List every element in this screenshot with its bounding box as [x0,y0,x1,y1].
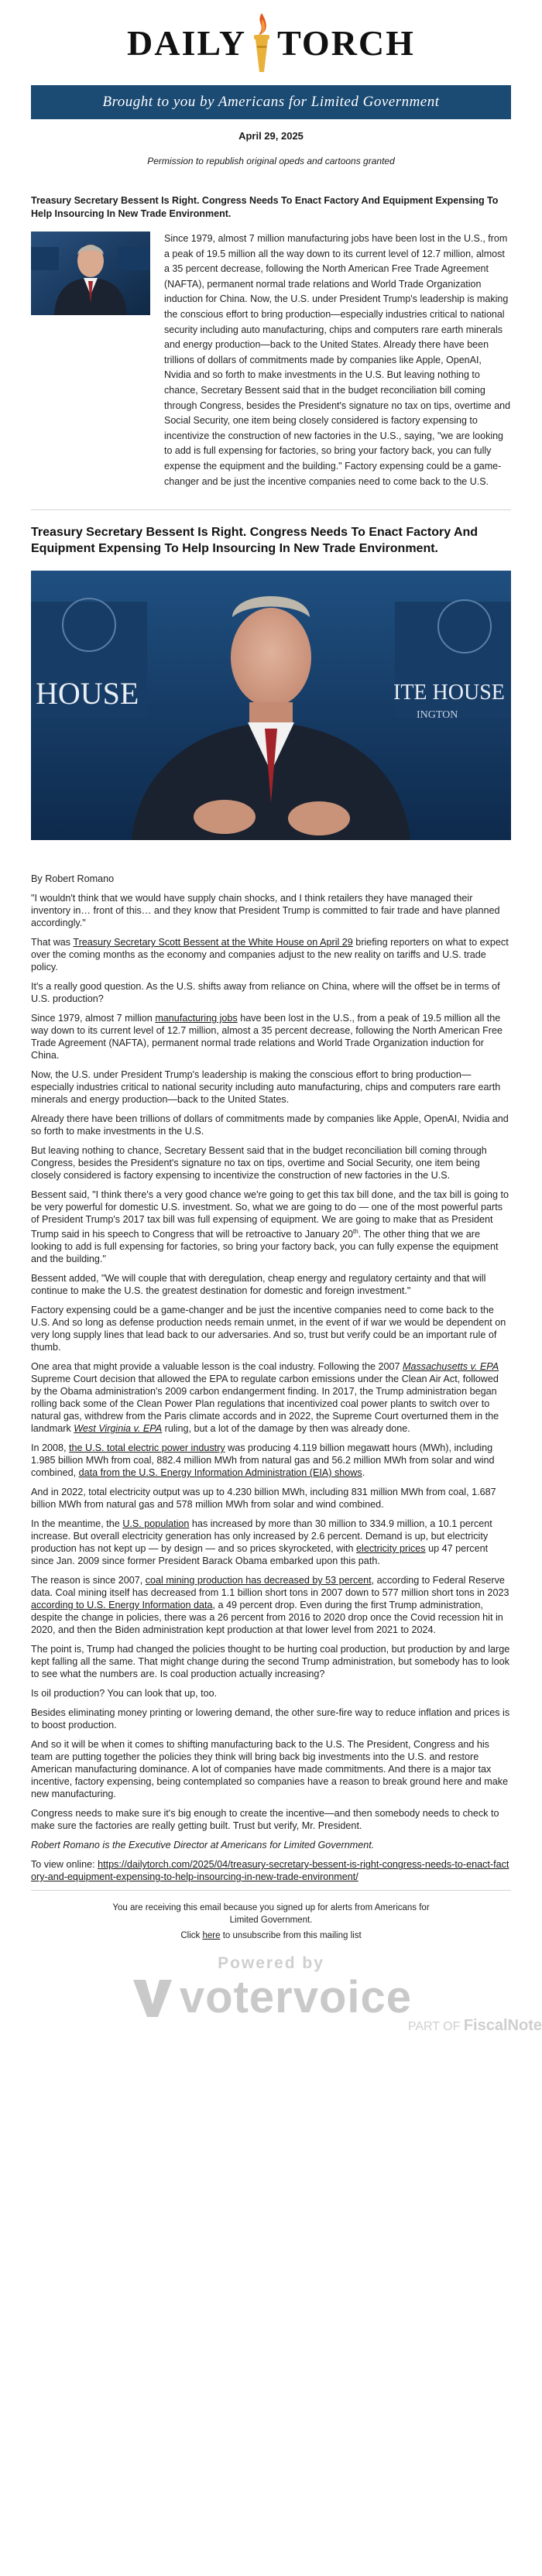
brand-daily: DAILY [127,22,247,63]
paragraph: But leaving nothing to chance, Secretary Bessent said that in the budget reconciliation bill coming through Congress, besides the President's signature no tax on tips, overtime and Social Security, one item being closely considered is factory expensing to incentivize the construction of new factories in the U.S. [31,1145,487,1182]
paragraph: Already there have been trillions of dollars of commitments made by companies like Apple, OpenAI, Nvidia and so forth to make investments in the U.S. [31,1113,509,1137]
votervoice-logo[interactable] [0,1954,542,2035]
votervoice-v-icon [130,1975,175,2020]
paragraph: Factory expensing could be a game-changer and be just the incentive companies need to come back to the U.S. And so long as defense production needs remain unmet, in the event of if war we would be dependent on very long supply lines that lead back to our adversaries. And so, trust but verify could be an important rule of thumb. [31,1305,506,1353]
section-divider [31,509,511,510]
link-energy-information-data[interactable]: according to U.S. Energy Information data [31,1600,213,1611]
article-title: Treasury Secretary Bessent Is Right. Congress Needs To Enact Factory And Equipment Expensing To Help Insourcing In New Trade Environment. [31,526,479,556]
link-us-population[interactable]: U.S. population [122,1518,190,1530]
link-manufacturing-jobs[interactable]: manufacturing jobs [155,1013,238,1024]
unsubscribe-link[interactable]: here [202,1931,221,1941]
unsubscribe-line: Click here to unsubscribe from this mailing list [180,1931,362,1941]
paragraph: And in 2022, total electricity output was up to 4.230 billion MWh, including 831 million MWh from coal, 1.687 billion MWh from natural gas and 578 million MWh from solar and wind combined. [31,1487,496,1511]
link-massachusetts-v-epa[interactable]: Massachusetts v. EPA [403,1361,499,1373]
paragraph: That was Treasury Secretary Scott Bessent at the White House on April 29 briefing reporters on what to expect over the coming months as the economy and companies adjust to the new reality on tariffs and U.S. trade policy. [31,937,509,973]
hero-sign-small: INGTON [417,709,458,722]
paragraph: In the meantime, the U.S. population has increased by more than 30 million to 334.9 million, a 10.1 percent increase. But overall electricity generation has only increased by 2.6 percent. Demand is up, but electricity production has not kept up — by design — and so prices skyrocketed, with electricity prices up 47 percent since Jan. 2009 since former President Barack Obama embarked upon this path. [31,1518,492,1567]
link-electric-power-industry[interactable]: the U.S. total electric power industry [69,1442,225,1454]
paragraph: Bessent said, "I think there's a very good chance we're going to get this tax bill done, and the tax bill is going to be very powerful for domestic U.S. investment. So, what we are going to do — one of the most powerful parts of President Trump's 2017 tax bill was full expensing of equipment. We are going to make that as President Trump said in his speech to Congress that will be retroactive to January 20th. The other thing that we are looking to add is full expensing for factories, so bring your factory back, you can fully expense the equipment and the building." [31,1189,509,1265]
paragraph: And so it will be when it comes to shifting manufacturing back to the U.S. The President, Congress and his team are putting together the policies they think will bring back big investments into the U.S. and restore American manufacturing dominance. A lot of companies have made commitments. And there is a major tax incentive, factory expensing, being contemplated so companies have a reason to break ground here and make new manufacturing. [31,1739,509,1800]
summary-thumbnail[interactable] [31,232,150,315]
link-bessent-briefing[interactable]: Treasury Secretary Scott Bessent at the White House on April 29 [73,937,353,948]
permission-note: Permission to republish original opeds and cartoons granted [147,156,395,166]
article-hero-image [31,571,511,840]
summary-text: Since 1979, almost 7 million manufacturing jobs have been lost in the U.S., from a peak of 19.5 million all the way down to its current level of 12.7 million, almost a 35 percent decrease, following the North American Free Trade Agreement (NAFTA), permanent normal trade relations and World Trade Organization induction for China. Now, the U.S. under President Trump's leadership is making the conscious effort to bring production—especially industries critical to national security including auto manufacturing, chips and computers rare earth minerals and energy production—back to the United States. Already there have been trillions of dollars of commitments made by companies like Apple, OpenAI, Nvidia and so forth to make investments in the U.S. But leaving nothing to chance, Secretary Bessent said that in the budget reconciliation bill coming through Congress, besides the President's signature no tax on tips, overtime and Social Security, one item being closely considered is factory expensing to incentivize the construction of new factories in the U.S., saying, "we are looking to add is full expensing for factories, so bring your factory back, you can fully expense the equipment and the building." Factory expensing could be a game-changer and be just the incentive companies need to come back to the U.S. [164,233,511,487]
author-signature: Robert Romano is the Executive Director at Americans for Limited Government. [31,1840,375,1851]
brand-torch: TORCH [277,22,415,63]
masthead [0,0,542,85]
link-west-virginia-v-epa[interactable]: West Virginia v. EPA [74,1423,163,1435]
paragraph: It's a really good question. As the U.S. shifts away from reliance on China, where will the offset be in terms of U.S. production? [31,981,500,1005]
paragraph: Bessent added, "We will couple that with deregulation, cheap energy and regulatory certainty and that will continue to make the U.S. the greatest destination for domestic and foreign investment." [31,1273,486,1297]
link-coal-production[interactable]: coal mining production has decreased by 53 percent [145,1575,372,1586]
footer-notice: You are receiving this email because you signed up for alerts from Americans for Limited Government. [112,1903,430,1926]
view-online-link[interactable]: https://dailytorch.com/2025/04/treasury-secretary-bessent-is-right-congress-needs-to-enact-factory-and-equipment-expensing-to-help-insourcing-in-new-trade-environment/ [31,1859,509,1883]
paragraph: The point is, Trump had changed the policies thought to be hurting coal production, but production by and large kept falling all the same. That might change during the second Trump administration, but somebody has to look to see what the numbers are. Is coal production actually increasing? [31,1644,510,1680]
hero-sign-left: HOUSE [36,676,139,712]
paragraph: Since 1979, almost 7 million manufacturing jobs have been lost in the U.S., from a peak of 19.5 million all the way down to its current level of 12.7 million, almost a 35 percent decrease, following the North American Free Trade Agreement (NAFTA), permanent normal trade relations and World Trade Organization induction for China. [31,1013,503,1062]
hero-photo [31,571,511,840]
torch-icon [251,12,273,74]
paragraph: Is oil production? You can look that up, too. [31,1688,218,1700]
paragraph: The reason is since 2007, coal mining production has decreased by 53 percent, according to Federal Reserve data. Coal mining itself has decreased from 1.1 billion short tons in 2007 down to 577 million short tons in 2023 according to U.S. Energy Information data, a 49 percent drop. Even during the first Trump administration, despite the change in policies, there was a 26 percent from 2016 to 2020 drop once the Covid recession hit in 2020, and then the Biden administration kept production at that lower level from 2021 to 2024. [31,1575,509,1636]
sponsor-banner [31,85,511,119]
byline: By Robert Romano [31,873,115,885]
article-body [31,873,511,1883]
paragraph: In 2008, the U.S. total electric power industry was producing 4.119 billion megawatt hours (MWh), including 1.985 billion MWh from coal, 882.4 million MWh from natural gas and 56.2 million MWh from solar and wind combined, data from the U.S. Energy Information Administration (EIA) shows. [31,1442,495,1479]
paragraph: "I wouldn't think that we would have supply chain shocks, and I think retailers they have managed their inventory in… front of this… and they know that President Trump is committed to fair trade and have planned accordingly." [31,893,500,929]
view-online: To view online: https://dailytorch.com/2025/04/treasury-secretary-bessent-is-right-congress-needs-to-enact-factory-and-equipment-expensing-to-help-insourcing-in-new-trade-environment/ [31,1859,509,1883]
hero-sign-right: ITE HOUSE [393,681,505,705]
part-of-fiscalnote: PART OF FiscalNote [407,2017,542,2035]
link-eia-data[interactable]: data from the U.S. Energy Information Administration (EIA) shows [78,1467,362,1479]
footer-divider [31,1890,511,1891]
issue-date: April 29, 2025 [238,130,304,142]
powered-by-label: Powered by [218,1954,324,1973]
paragraph: Congress needs to make sure it's big enough to create the incentive—and then somebody needs to check to make sure the factories are really getting built. Trust but verify, Mr. President. [31,1808,499,1832]
summary-block [31,232,511,489]
speaker-image [31,232,150,315]
link-electricity-prices[interactable]: electricity prices [356,1543,426,1555]
paragraph: Now, the U.S. under President Trump's leadership is making the conscious effort to bring production—especially industries critical to national security including auto manufacturing, chips and computers rare earth minerals and energy production—back to the United States. [31,1069,501,1106]
paragraph: Besides eliminating money printing or lowering demand, the other sure-fire way to reduce inflation and prices is to boost production. [31,1707,510,1731]
summary-title[interactable]: Treasury Secretary Bessent Is Right. Congress Needs To Enact Factory And Equipment Expensing To Help Insourcing In New Trade Environment. [31,195,499,219]
votervoice-wordmark: votervoice [130,1971,412,2023]
paragraph: One area that might provide a valuable lesson is the coal industry. Following the 2007 Massachusetts v. EPA Supreme Court decision that allowed the EPA to regulate carbon emissions under the Clean Air Act, followed by the Obama administration's 2009 carbon endangerment finding. In 2017, the Trump administration began rolling back some of the Clean Power Plan regulations that incentivized coal power plants to switch over to natural gas, withdrew from the Paris climate accords and in 2022, the Supreme Court overturned them in the landmark West Virginia v. EPA ruling, but a lot of the damage by then was already done. [31,1361,499,1435]
sponsor-banner-text: Brought to you by Americans for Limited Government [102,94,440,110]
